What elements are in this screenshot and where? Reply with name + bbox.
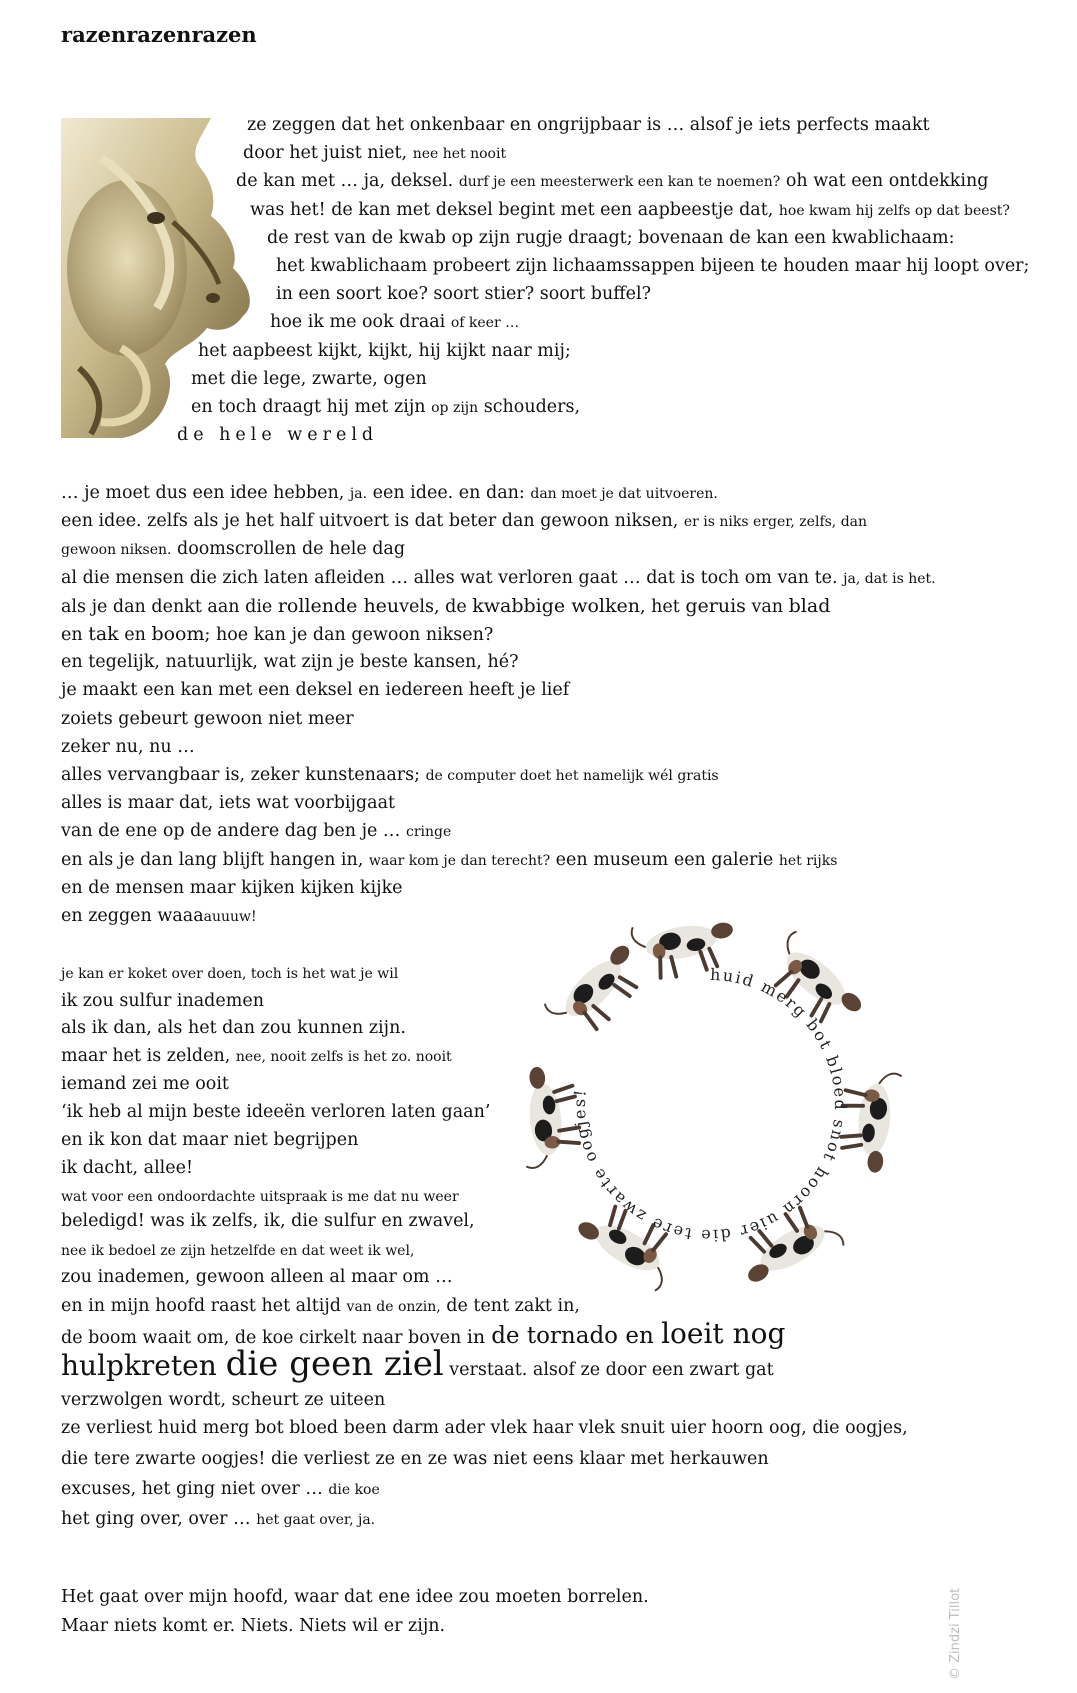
poem-line [61, 1295, 580, 1318]
poem-fragment: op zijn [431, 400, 479, 416]
poem-fragment: … je moet dus een idee hebben, [61, 483, 350, 503]
poem-fragment: iemand zei me ooit [61, 1074, 229, 1094]
poem-line [61, 990, 264, 1012]
poem-line [61, 482, 718, 505]
poem-fragment: ; hoe kan je dan gewoon niksen? [204, 625, 494, 645]
poem-fragment: ja. [349, 486, 368, 502]
poem-fragment: een idee. en dan: [367, 483, 531, 503]
poem-line [61, 1417, 908, 1439]
poem-fragment: als je dan denkt aan die [61, 596, 278, 617]
poem-line [198, 340, 571, 362]
poem-fragment: in een soort koe? soort stier? soort buffel? [276, 284, 651, 305]
poem-line [243, 142, 506, 165]
poem-fragment: zoiets gebeurt gewoon niet meer [61, 708, 354, 729]
poem-fragment: alles vervangbaar is, zeker kunstenaars; [61, 765, 426, 785]
poem-line [61, 820, 451, 843]
poem-fragment: ik zou sulfur inademen [61, 990, 264, 1011]
poem-fragment: , het [639, 596, 686, 617]
poem-fragment: nee het nooit [412, 146, 507, 163]
poem-fragment: het kwablichaam probeert zijn lichaamssappen bijeen te houden maar hij loopt over; [276, 256, 1030, 276]
copyright: © Zindzi Tillot [948, 1587, 963, 1680]
poem-fragment: en tegelijk, natuurlijk, wat zijn je beste kansen, hé? [61, 652, 519, 673]
poem-fragment: je maakt een kan met een deksel en iedereen heeft je lief [61, 680, 570, 701]
poem-line [250, 199, 1010, 222]
poem-line [61, 792, 395, 814]
poem-line [61, 510, 867, 533]
poem-fragment: die koe [328, 1482, 380, 1498]
poem-line [61, 1073, 229, 1095]
poem-fragment: en [118, 625, 152, 645]
poem-line [191, 396, 580, 419]
poem-fragment: van [745, 596, 789, 617]
poem-line [61, 1448, 769, 1470]
poem-fragment: ze verliest huid merg bot bloed been darm ader vlek haar vlek snuit uier hoorn oog, die oogjes, [61, 1418, 908, 1438]
poem-fragment: het gaat over, ja. [256, 1512, 376, 1528]
poem-fragment: al die mensen die zich laten afleiden … alles wat verloren gaat … dat is toch om van te. [61, 567, 844, 588]
poem-line [61, 623, 493, 646]
cow-circle-image [515, 910, 905, 1300]
poem-line [61, 905, 257, 928]
poem-fragment: kwabbige wolken [472, 594, 640, 617]
page-title: razenrazenrazen [61, 22, 257, 47]
poem-fragment: loeit nog [661, 1317, 786, 1350]
poem-fragment: met die lege, zwarte, ogen [191, 368, 427, 389]
poem-fragment: ja, dat is het. [843, 570, 936, 587]
poem-line [236, 170, 988, 193]
poem-line [270, 311, 519, 334]
poem-fragment: Maar niets komt er. Niets. Niets wil er zijn. [61, 1616, 446, 1636]
poem-line [191, 368, 427, 390]
poem-fragment: oh wat een ontdekking [780, 171, 989, 192]
poem-line [61, 877, 403, 899]
poem-fragment: verzwolgen wordt, scheurt ze uiteen [61, 1390, 386, 1410]
poem-fragment: blad [788, 594, 831, 617]
poem-fragment: ik dacht, allee! [61, 1158, 194, 1178]
poem-fragment: maar het is zelden, [61, 1046, 236, 1066]
poem-fragment: die geen ziel [225, 1344, 444, 1384]
poem-fragment: doomscrollen de hele dag [171, 539, 406, 560]
poem-line [61, 1478, 380, 1501]
poem-fragment: in [466, 1326, 492, 1348]
poem-line [61, 1157, 193, 1179]
poem-line [276, 255, 1029, 277]
poem-line [276, 283, 651, 305]
poem-fragment: dan moet je dat uitvoeren. [530, 486, 718, 502]
poem-fragment: een museum een galerie [550, 849, 779, 870]
poem-fragment: als ik dan, als het dan zou kunnen zijn. [61, 1018, 406, 1038]
poem-line [61, 708, 354, 730]
poem-fragment: en [61, 625, 89, 645]
poem-fragment: je kan er koket over doen, toch is het wat je wil [61, 966, 399, 982]
poem-fragment: van de ene op de andere dag ben je … [61, 821, 406, 842]
cow-icon [631, 910, 740, 983]
poem-fragment: hulpkreten [61, 1349, 226, 1382]
poem-line [61, 849, 837, 872]
poem-fragment: en toch draagt hij met zijn [191, 397, 432, 417]
poem-fragment: verstaat. alsof ze door een zwart gat [443, 1360, 774, 1380]
poem-fragment: ‘ik heb al mijn beste ideeën verloren laten gaan’ [61, 1102, 491, 1122]
poem-fragment: een idee. zelfs als je het half uitvoert is dat beter dan gewoon niksen, [61, 511, 684, 532]
poem-fragment: de hele wereld [177, 425, 379, 446]
poem-fragment: van de onzin, [346, 1299, 441, 1315]
poem-fragment: rollende heu [277, 594, 400, 617]
poem-fragment: of keer … [450, 315, 520, 332]
poem-fragment: de kan met … ja, deksel. [236, 171, 459, 192]
cow-circle-text: huid merg bot bloed snot hoorn uier die tere zwarte oogjes! [569, 964, 850, 1246]
poem-fragment: zeker nu, nu … [61, 736, 195, 757]
poem-fragment: hoe kwam hij zelfs op dat beest? [778, 202, 1010, 219]
poem-line [177, 424, 378, 446]
poem-fragment: beledigd! was ik zelfs, ik, die sulfur en zwavel, [61, 1211, 475, 1231]
poem-fragment: alles is maar dat, iets wat voorbijgaat [61, 793, 396, 814]
poem-line [61, 1344, 774, 1384]
poem-fragment: die tere zwarte oogjes! die verliest ze en ze was niet eens klaar met herkauwen [61, 1449, 769, 1469]
poem-line [61, 1045, 452, 1068]
poem-fragment: zou inademen, gewoon alleen al maar om … [61, 1267, 453, 1287]
poem-fragment: de rest van de kwab op zijn rugje draagt; bovenaan de kan een kwablichaam: [267, 227, 955, 248]
poem-fragment: er is niks erger, zelfs, dan [683, 514, 868, 531]
poem-fragment: tak [88, 623, 119, 645]
jug-ape-image [61, 118, 261, 438]
poem-line [61, 1185, 459, 1208]
poem-line [61, 1129, 358, 1151]
poem-fragment: en als je dan lang blijft hangen in, [61, 849, 369, 870]
poem-fragment: was het! de kan met deksel begint met een aapbeestje dat, [250, 199, 779, 220]
poem-line [61, 567, 936, 590]
poem-line [61, 595, 830, 618]
poem-fragment: boom [151, 623, 205, 645]
poem-line [61, 679, 569, 701]
poem-line [61, 736, 195, 758]
poem-fragment: door het juist niet, [243, 143, 413, 164]
poem-line [61, 764, 719, 787]
poem-line [61, 1266, 453, 1288]
poem-fragment: en ik kon dat maar niet begrijpen [61, 1130, 359, 1150]
poem-line [61, 1389, 385, 1411]
poem-line [247, 114, 929, 136]
poem-fragment: hoe ik me ook draai [270, 312, 451, 333]
poem-line [61, 1017, 406, 1039]
poem-fragment: nee ik bedoel ze zijn hetzelfde en dat weet ik wel, [61, 1243, 415, 1259]
poem-fragment: tornado en [526, 1323, 662, 1349]
poem-fragment: durf je een meesterwerk een kan te noemen? [458, 174, 781, 191]
poem-fragment: geruis [685, 594, 746, 617]
poem-fragment: schouders, [478, 397, 581, 417]
poem-fragment: het rijks [778, 852, 838, 869]
poem-fragment: wat voor een ondoordachte uitspraak is me dat nu weer [61, 1189, 459, 1205]
poem-fragment: de [491, 1323, 527, 1349]
poem-fragment: gewoon niksen. [61, 542, 172, 559]
poem-fragment: ze zeggen dat het onkenbaar en ongrijpbaar is … alsof je iets perfects maakt [247, 115, 930, 135]
poem-fragment: cringe [406, 824, 452, 841]
poem-fragment: Het gaat over mijn hoofd, waar dat ene idee zou moeten borrelen. [61, 1587, 649, 1607]
poem-fragment: het ging over, over … [61, 1509, 257, 1529]
poem-fragment: de boom waait om, de koe cirkelt naar boven [61, 1328, 467, 1348]
poem-fragment: het aapbeest kijkt, kijkt, hij kijkt naar mij; [198, 340, 571, 361]
poem-line [61, 1210, 475, 1232]
poem-fragment: vels, de [399, 596, 473, 617]
poem-line [61, 1586, 649, 1608]
poem-fragment: en de mensen maar kijken kijken kijke [61, 877, 403, 898]
poem-line [61, 1101, 490, 1123]
poem-line [61, 1508, 375, 1531]
poem-fragment: de computer doet het namelijk wél gratis [425, 768, 719, 784]
poem-fragment: excuses, het ging niet over … [61, 1479, 329, 1499]
poem-fragment: en zeggen waaa [61, 906, 204, 926]
poem-fragment: de tent zakt in, [440, 1296, 580, 1316]
poem-fragment: waar kom je dan terecht? [368, 852, 551, 869]
cow-icon [543, 934, 654, 1045]
poem-fragment: en in mijn hoofd raast het altijd [61, 1296, 347, 1316]
poem-line [61, 1239, 414, 1262]
poem-line [61, 1615, 445, 1637]
poem-fragment: nee, nooit zelfs is het zo. nooit [235, 1049, 452, 1065]
poem-line [267, 227, 955, 249]
poem-line [61, 962, 398, 985]
poem-line [61, 538, 405, 561]
poem-line [61, 651, 518, 673]
poem-fragment: auuuw! [203, 909, 257, 925]
